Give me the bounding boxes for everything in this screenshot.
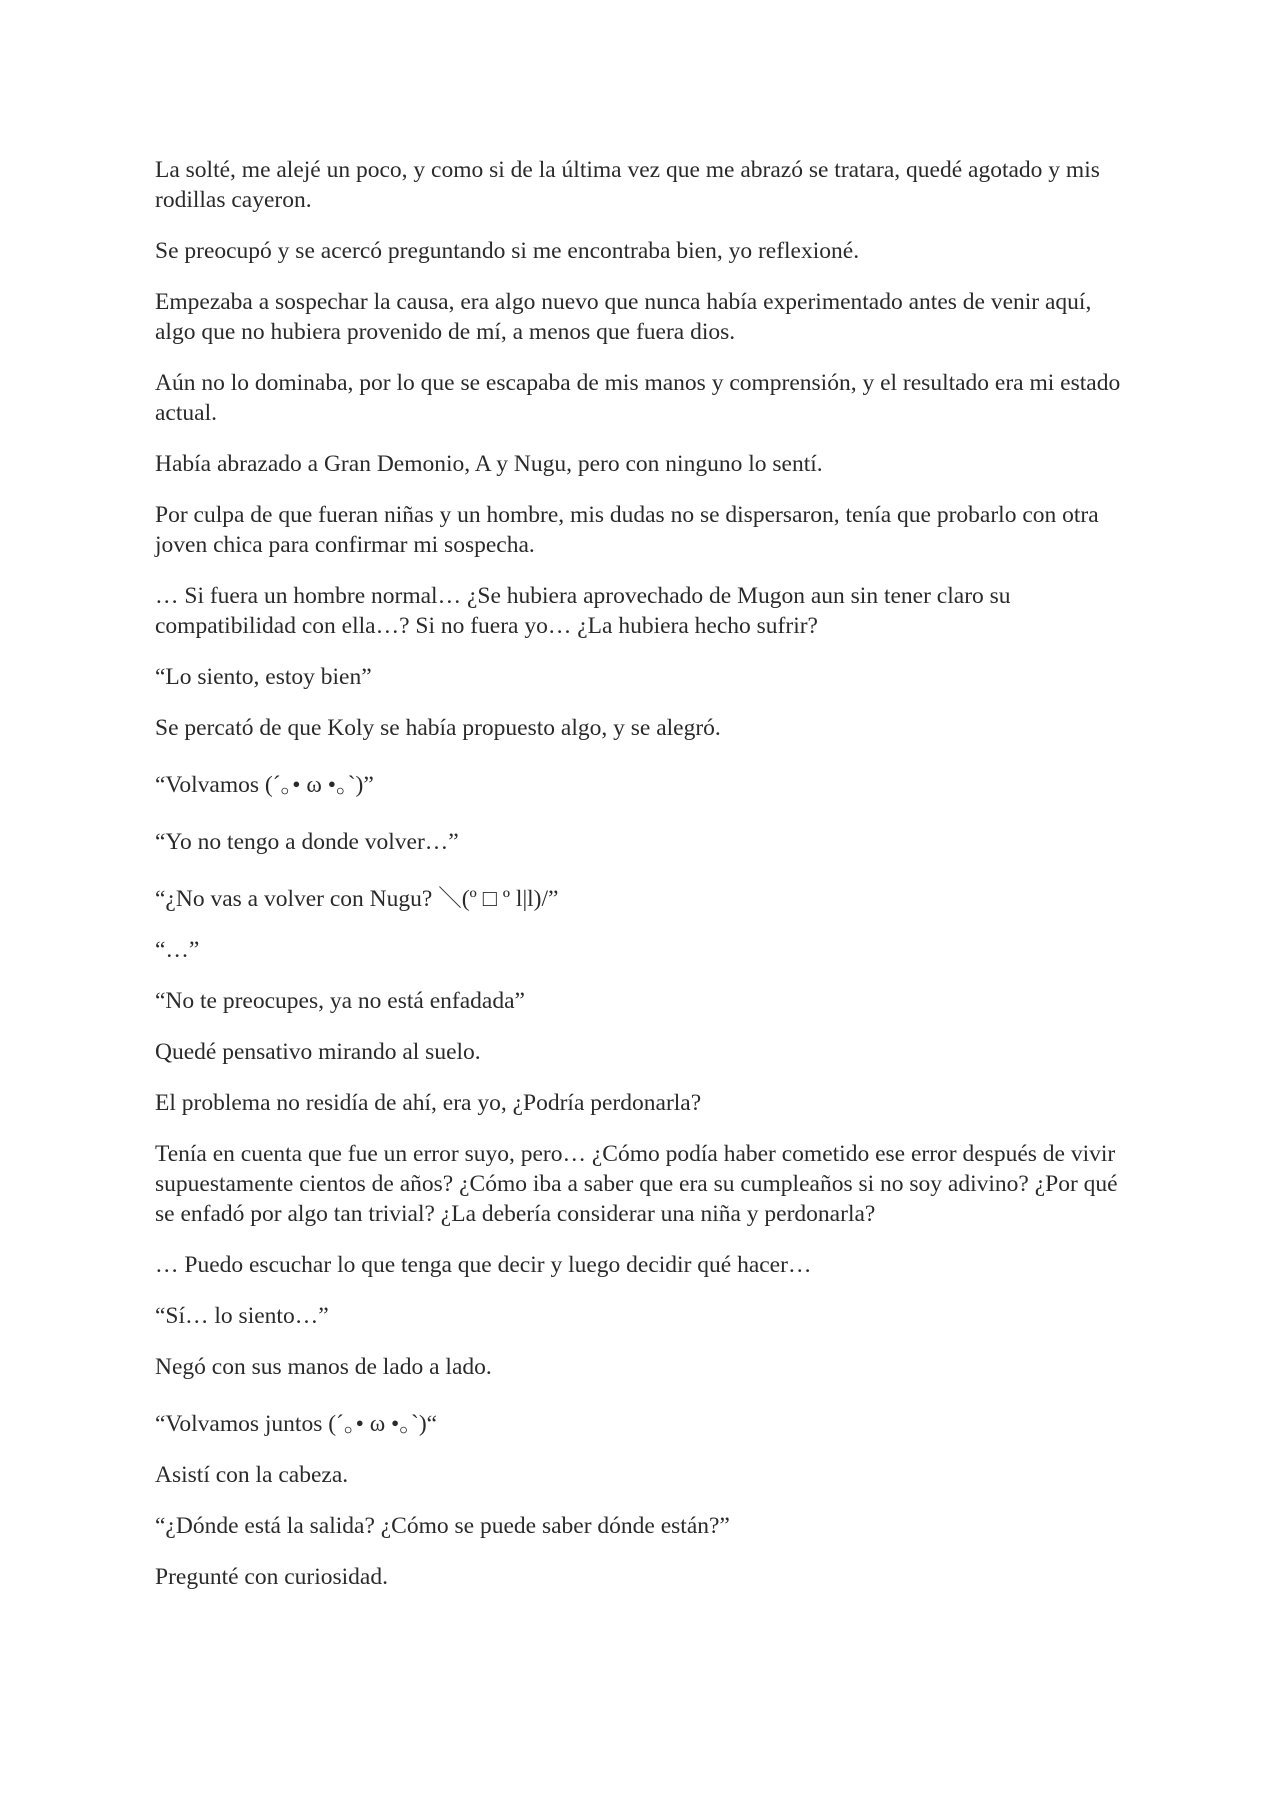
dialogue-line: “¿Dónde está la salida? ¿Cómo se puede saber dónde están?” <box>155 1513 730 1539</box>
paragraph: Negó con sus manos de lado a lado. <box>155 1354 492 1380</box>
paragraph: … Si fuera un hombre normal… ¿Se hubiera aprovechado de Mugon aun sin tener claro su compatibilidad con ella…? Si no fuera yo… ¿La hubiera hecho sufrir? <box>155 583 1011 639</box>
dialogue-line: “Volvamos juntos (´｡• ω •｡`)“ <box>155 1411 438 1437</box>
dialogue-line: “Sí… lo siento…” <box>155 1303 329 1329</box>
dialogue-line: “Lo siento, estoy bien” <box>155 664 372 690</box>
paragraph: … Puedo escuchar lo que tenga que decir y luego decidir qué hacer… <box>155 1252 812 1278</box>
dialogue-line: “¿No vas a volver con Nugu? ＼(º □ º l|l)/” <box>155 886 559 912</box>
paragraph: Tenía en cuenta que fue un error suyo, pero… ¿Cómo podía haber cometido ese error después de vivir supuestamente cientos de años? ¿Cómo iba a saber que era su cumpleaños si no soy adivino? ¿Por qué se enfadó por algo tan trivial? ¿La debería considerar una niña y perdonarla? <box>155 1141 1118 1227</box>
paragraph: Pregunté con curiosidad. <box>155 1564 388 1590</box>
paragraph: Aún no lo dominaba, por lo que se escapaba de mis manos y comprensión, y el resultado era mi estado actual. <box>155 370 1121 426</box>
dialogue-line: “Yo no tengo a donde volver…” <box>155 829 459 855</box>
dialogue-line: “Volvamos (´｡• ω •｡`)” <box>155 772 374 798</box>
dialogue-line: “…” <box>155 937 200 963</box>
paragraph: Quedé pensativo mirando al suelo. <box>155 1039 481 1065</box>
paragraph: Por culpa de que fueran niñas y un hombre, mis dudas no se dispersaron, tenía que probarlo con otra joven chica para confirmar mi sospecha. <box>155 502 1099 558</box>
paragraph: La solté, me alejé un poco, y como si de la última vez que me abrazó se tratara, quedé agotado y mis rodillas cayeron. <box>155 157 1100 213</box>
paragraph: Había abrazado a Gran Demonio, A y Nugu, pero con ninguno lo sentí. <box>155 451 823 477</box>
dialogue-line: “No te preocupes, ya no está enfadada” <box>155 988 525 1014</box>
paragraph: El problema no residía de ahí, era yo, ¿Podría perdonarla? <box>155 1090 702 1116</box>
paragraph: Asistí con la cabeza. <box>155 1462 349 1488</box>
paragraph: Se preocupó y se acercó preguntando si me encontraba bien, yo reflexioné. <box>155 238 860 264</box>
paragraph: Se percató de que Koly se había propuesto algo, y se alegró. <box>155 715 721 741</box>
paragraph: Empezaba a sospechar la causa, era algo nuevo que nunca había experimentado antes de venir aquí, algo que no hubiera provenido de mí, a menos que fuera dios. <box>155 289 1092 345</box>
document-body <box>155 155 1130 1613</box>
